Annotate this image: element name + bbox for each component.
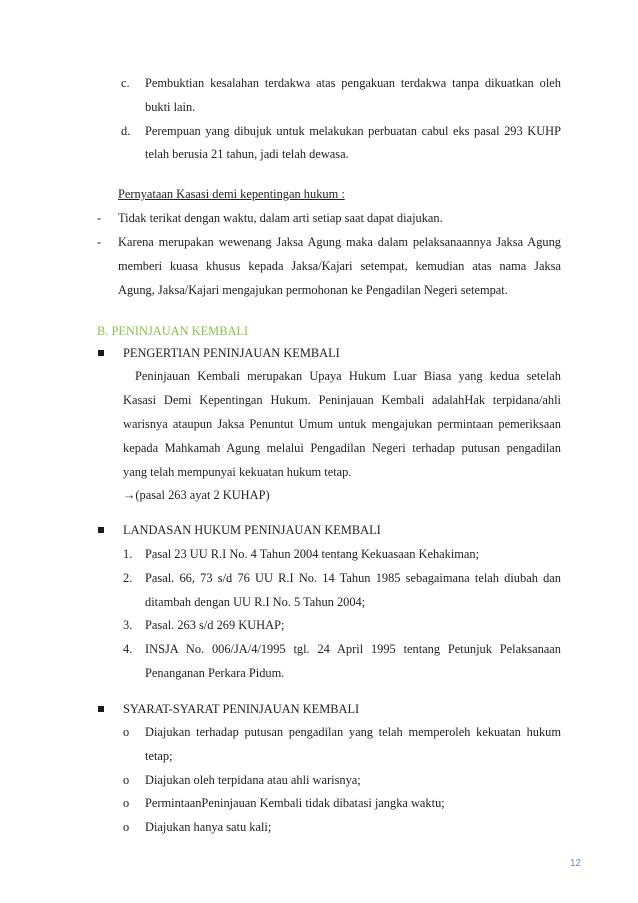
landasan-item-text: Pasal. 66, 73 s/d 76 UU R.I No. 14 Tahun 1985 sebagaimana telah diubah dan <box>145 571 561 585</box>
list-marker: 4. <box>123 642 133 656</box>
circle-marker: o <box>123 820 130 834</box>
list-marker: 3. <box>123 618 133 632</box>
landasan-item-text: INSJA No. 006/JA/4/1995 tgl. 24 April 1995 tentang Petunjuk Pelaksanaan <box>145 642 561 656</box>
dash-marker: - <box>97 211 102 225</box>
circle-marker: o <box>123 796 130 810</box>
list-marker: d. <box>121 124 131 138</box>
square-bullet-icon <box>98 527 104 533</box>
kasasi-item-text: Agung, Jaksa/Kajari mengajukan permohonan ke Pengadilan Negeri setempat. <box>118 283 508 297</box>
pengertian-text: yang telah mempunyai kekuatan hukum tetap. <box>123 465 352 479</box>
pengertian-text: Peninjauan Kembali merupakan Upaya Hukum Luar Biasa yang kedua setelah <box>135 369 561 383</box>
pengertian-text: kepada Mahkamah Agung melalui Pengadilan Negeri terhadap putusan pengadilan <box>123 441 561 455</box>
circle-marker: o <box>123 773 130 787</box>
list-marker: 2. <box>123 571 133 585</box>
square-bullet-icon <box>98 350 104 356</box>
list-marker: c. <box>121 76 130 90</box>
list-item-text: Perempuan yang dibujuk untuk melakukan perbuatan cabul eks pasal 293 KUHP <box>145 124 561 138</box>
list-item-text: bukti lain. <box>145 100 196 114</box>
landasan-item-text: Pasal. 263 s/d 269 KUHAP; <box>145 618 285 632</box>
list-marker: 1. <box>123 547 133 561</box>
pengertian-text: Kasasi Demi Kepentingan Hukum. Peninjauan Kembali adalahHak terpidana/ahli <box>123 393 561 407</box>
dash-marker: - <box>97 235 102 249</box>
syarat-heading: SYARAT-SYARAT PENINJAUAN KEMBALI <box>123 702 360 716</box>
kasasi-item-text: memberi kuasa khusus kepada Jaksa/Kajari setempat, kemudian atas nama Jaksa <box>118 259 561 273</box>
page-number: 12 <box>570 858 582 869</box>
landasan-heading: LANDASAN HUKUM PENINJAUAN KEMBALI <box>123 523 381 537</box>
list-item-text: Pembuktian kesalahan terdakwa atas pengakuan terdakwa tanpa dikuatkan oleh <box>145 76 561 90</box>
square-bullet-icon <box>98 706 104 712</box>
kasasi-item-text: Karena merupakan wewenang Jaksa Agung maka dalam pelaksanaannya Jaksa Agung <box>118 235 561 249</box>
pengertian-heading: PENGERTIAN PENINJAUAN KEMBALI <box>123 346 340 360</box>
syarat-item-text: tetap; <box>145 749 173 763</box>
kasasi-item-text: Tidak terikat dengan waktu, dalam arti setiap saat dapat diajukan. <box>118 211 443 225</box>
circle-marker: o <box>123 725 130 739</box>
pengertian-text: warisnya ataupun Jaksa Penuntut Umum untuk mengajukan permintaan pemeriksaan <box>123 417 561 431</box>
kasasi-heading: Pernyataan Kasasi demi kepentingan hukum : <box>118 187 345 201</box>
landasan-item-text: Pasal 23 UU R.I No. 4 Tahun 2004 tentang Kekuasaan Kehakiman; <box>145 547 480 561</box>
landasan-item-text: Penanganan Perkara Pidum. <box>145 666 285 680</box>
list-item-text: telah berusia 21 tahun, jadi telah dewasa. <box>145 147 349 161</box>
section-title: B. PENINJAUAN KEMBALI <box>97 324 249 338</box>
landasan-item-text: ditambah dengan UU R.I No. 5 Tahun 2004; <box>145 595 366 609</box>
syarat-item-text: PermintaanPeninjauan Kembali tidak dibatasi jangka waktu; <box>145 796 445 810</box>
syarat-item-text: Diajukan oleh terpidana atau ahli warisnya; <box>145 773 361 787</box>
syarat-item-text: Diajukan terhadap putusan pengadilan yang telah memperoleh kekuatan hukum <box>145 725 561 739</box>
pengertian-reference: →(pasal 263 ayat 2 KUHAP) <box>123 488 270 502</box>
syarat-item-text: Diajukan hanya satu kali; <box>145 820 272 834</box>
